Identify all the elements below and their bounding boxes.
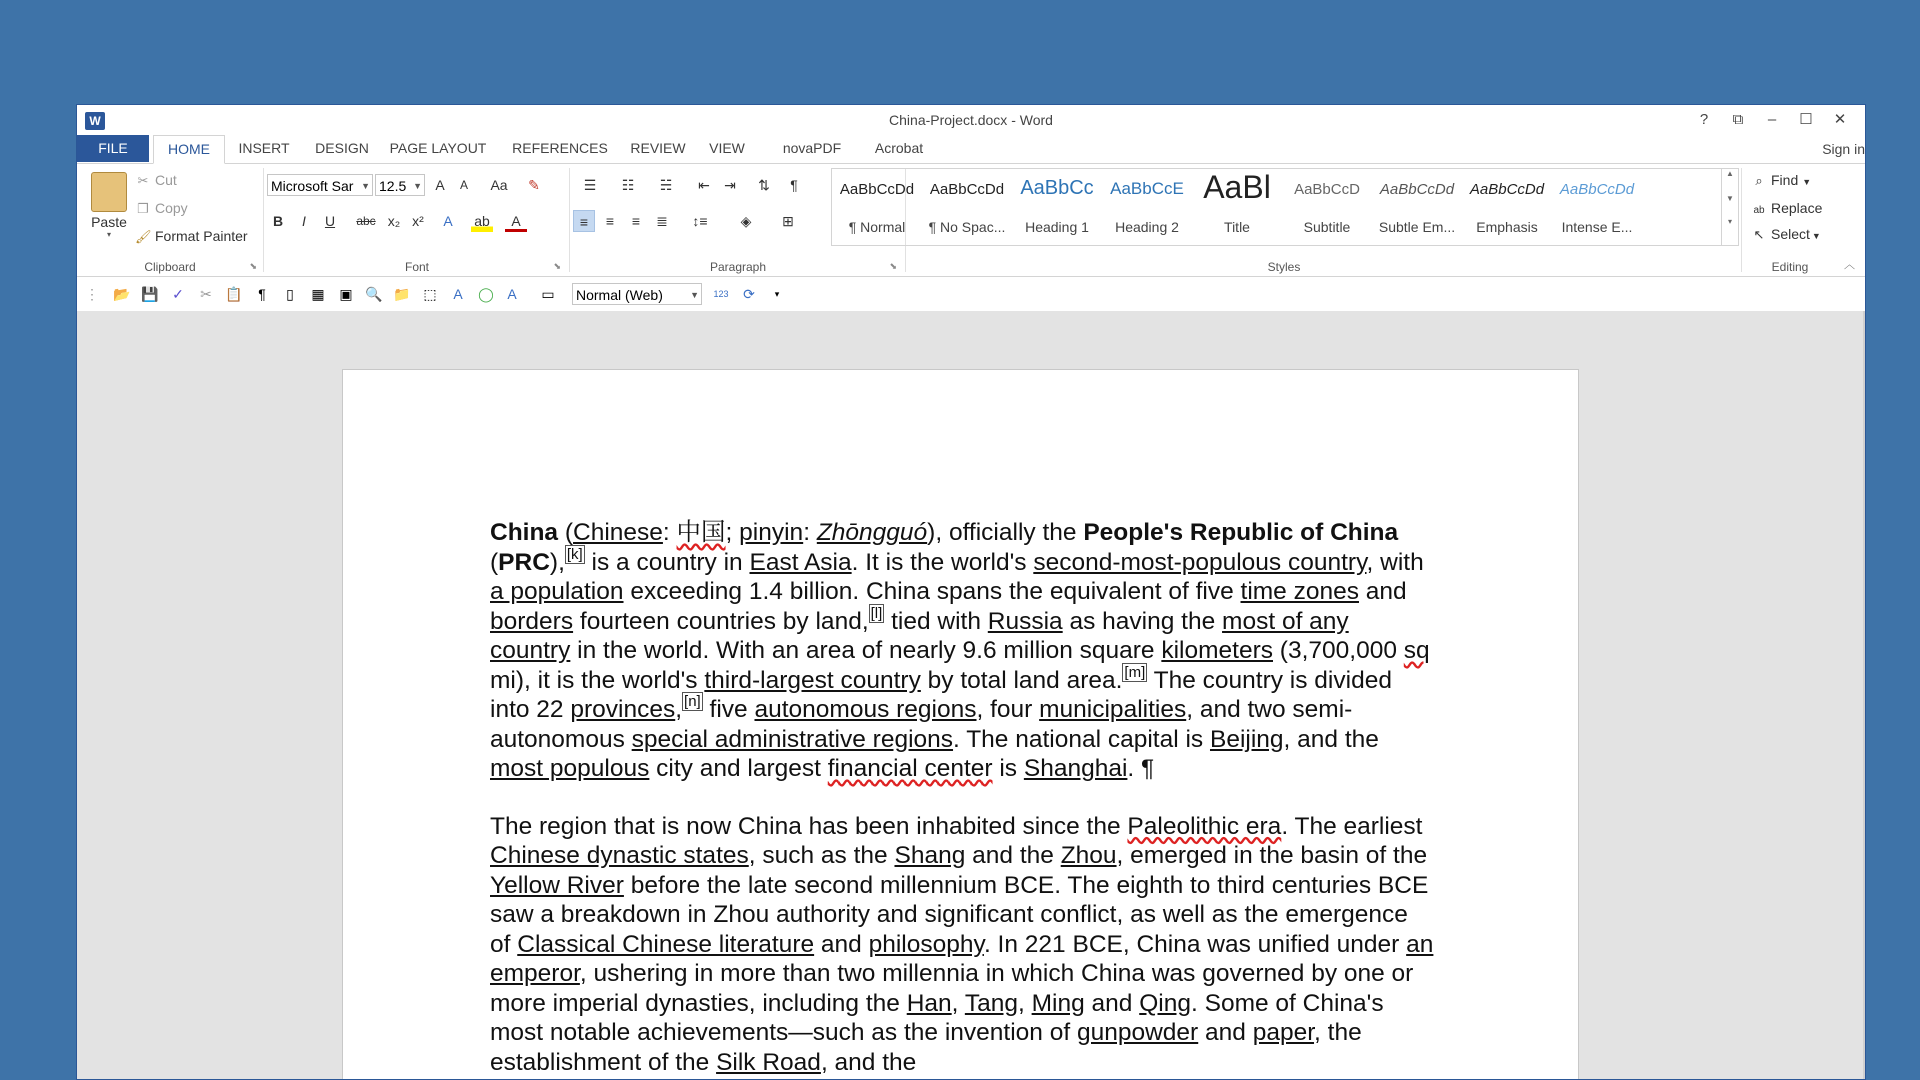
text-run: The country is divided into 22 [490, 666, 1392, 723]
style-title[interactable] [1192, 169, 1282, 245]
font-label: Font [404, 260, 429, 274]
paste-label: Paste [91, 214, 127, 230]
text-run: , four [976, 696, 1040, 723]
text-run: ), officially the [927, 519, 1084, 546]
quick-access-toolbar [77, 277, 1865, 312]
chevron-up-icon[interactable]: ▲ [1726, 169, 1734, 178]
clipboard-launcher-icon[interactable]: ⬊ [249, 261, 257, 271]
text-run: mi), it is the world's [490, 666, 705, 694]
link[interactable]: borders [490, 607, 574, 635]
text-run: ( [490, 548, 499, 576]
link[interactable]: Chinese [573, 519, 663, 546]
link[interactable]: paper [1252, 1019, 1315, 1046]
clipboard-label: Clipboard [144, 260, 196, 274]
borders-icon[interactable]: ⊞ [782, 213, 794, 229]
text-run: sq [1403, 637, 1430, 664]
style-normal[interactable] [832, 169, 922, 245]
tab-view[interactable]: VIEW [709, 140, 745, 156]
link[interactable]: Han [906, 989, 952, 1017]
chevron-down-icon: ▾ [106, 230, 111, 239]
refresh-icon[interactable]: ⟳ [743, 286, 755, 302]
text-run: , [1017, 989, 1032, 1017]
link[interactable]: Zhou [1060, 842, 1117, 869]
text-run: before the late second millennium BCE. The eighth to third centuries BCE saw a breakdown in Zhou authority and significant conflict, as well as the emergence of [490, 871, 1429, 958]
paste-button[interactable] [87, 172, 131, 239]
text-run: , ushering in more than two millennia in which China was governed by one or more imperial dynasties, including the [490, 960, 1414, 1017]
divider [263, 168, 264, 272]
word-logo-icon[interactable]: W [85, 112, 105, 130]
text-run: exceeding 1.4 billion. China spans the equivalent of five [623, 578, 1241, 605]
font-name-value: Microsoft Sar [271, 178, 354, 194]
tab-home[interactable]: HOME [153, 135, 225, 164]
text-run: . In 221 BCE, China was unified under [983, 930, 1407, 958]
ribbon-home [77, 164, 1865, 277]
ribbon-display-icon[interactable]: ⧉ [1732, 111, 1744, 128]
spelling-icon[interactable]: ✓ [172, 286, 184, 302]
link[interactable]: East Asia [749, 548, 852, 576]
paragraph-2 [490, 812, 1435, 1078]
footnote-ref[interactable]: [n] [684, 693, 701, 710]
cut-button[interactable] [135, 172, 177, 189]
link[interactable]: Zhōngguó [816, 519, 928, 546]
link[interactable]: Chinese dynastic states [490, 842, 749, 869]
tab-review[interactable]: REVIEW [630, 140, 686, 156]
style-name: Title [1224, 219, 1250, 235]
style-subtitle[interactable] [1282, 169, 1372, 245]
text-effects-icon[interactable]: A [507, 286, 517, 302]
selection-icon[interactable]: ⬚ [423, 286, 437, 302]
text-run: , and the [820, 1048, 917, 1076]
text-run: , such as the [748, 842, 895, 869]
text-run: ; [725, 519, 740, 546]
copy-label: Copy [155, 200, 188, 216]
grow-font-button[interactable]: A [435, 177, 445, 193]
editing-label: Editing [1771, 260, 1809, 274]
style-sample: AaBbCcDd [839, 181, 915, 198]
text-effects-icon[interactable]: A [443, 213, 453, 229]
copy-button[interactable] [135, 200, 188, 217]
text-run: as having the [1062, 607, 1223, 635]
link[interactable]: philosophy [868, 930, 984, 958]
text-run: and [1084, 989, 1140, 1017]
footnote-ref[interactable]: [m] [1124, 663, 1146, 681]
link[interactable]: financial center [827, 755, 993, 782]
open-folder-icon[interactable]: 📂 [113, 286, 131, 302]
font-name-select[interactable] [267, 174, 373, 196]
text-run: and [814, 930, 869, 958]
chevron-down-icon: ▼ [1811, 231, 1821, 241]
tab-insert[interactable]: INSERT [238, 140, 290, 156]
link[interactable]: most populous [490, 755, 650, 782]
save-icon[interactable]: 💾 [141, 286, 159, 302]
link[interactable]: a population [490, 578, 624, 605]
window-controls [1687, 109, 1857, 131]
text-run: People's Republic of China [1083, 519, 1399, 546]
text-run: , and the [1283, 725, 1379, 753]
text-run: , with [1366, 548, 1424, 576]
text-run: city and largest [649, 755, 828, 782]
styles-gallery [831, 168, 1739, 246]
change-case-button[interactable]: Aa [490, 177, 508, 193]
style-select[interactable] [572, 283, 702, 305]
text-run: , and two semi-autonomous [490, 696, 1353, 753]
find-label: Find [1771, 172, 1799, 188]
link[interactable]: municipalities [1039, 696, 1187, 723]
style-name: Heading 2 [1115, 219, 1179, 235]
tab-references[interactable]: REFERENCES [512, 140, 608, 156]
text-run: five [702, 696, 755, 723]
bold-button[interactable]: B [272, 213, 284, 229]
style-heading-1[interactable] [1012, 169, 1102, 245]
document-area [77, 311, 1866, 1080]
link[interactable]: Shanghai [1023, 755, 1128, 782]
style-intense-emphasis[interactable] [1552, 169, 1642, 245]
divider [1741, 168, 1742, 272]
sort-icon[interactable]: ⇅ [758, 177, 770, 193]
strikethrough-button[interactable]: abc [356, 214, 376, 228]
text-run: 中国 [676, 519, 726, 546]
text-run: , emerged in the basin of the [1116, 842, 1428, 869]
text-run: PRC [498, 548, 550, 576]
style-name: Intense E... [1561, 219, 1633, 235]
text-run: and [1358, 578, 1407, 605]
font-launcher-icon[interactable]: ⬊ [553, 261, 561, 271]
document-page[interactable] [342, 369, 1579, 1080]
justify-icon[interactable]: ≣ [656, 213, 668, 229]
text-run: ( [558, 519, 574, 546]
link[interactable]: second-most-populous country [1033, 548, 1367, 576]
style-sample: AaBbCcDd [929, 181, 1005, 198]
styles-scroll[interactable] [1721, 169, 1738, 245]
copy-icon: ❐ [137, 201, 149, 216]
align-center-icon[interactable]: ≡ [605, 213, 615, 229]
text-run: , [951, 989, 965, 1017]
text-run: in the world. With an area of nearly 9.6 million square [570, 637, 1162, 664]
shape-icon[interactable]: ◯ [478, 286, 494, 302]
text-run: . Some of China's most notable achievements—such as the invention of [490, 989, 1384, 1046]
collapse-ribbon-icon[interactable]: ︿ [1844, 259, 1855, 271]
format-icon[interactable]: ¶ [258, 286, 266, 302]
highlight-icon[interactable]: ab [471, 210, 493, 232]
maximize-icon[interactable]: ☐ [1799, 111, 1813, 128]
print-preview-icon[interactable]: 🔍 [365, 286, 383, 302]
style-heading-2[interactable] [1102, 169, 1192, 245]
link[interactable]: time zones [1240, 578, 1359, 605]
link[interactable]: special administrative regions [631, 725, 954, 753]
text-run: , [675, 696, 683, 723]
cut-icon[interactable]: ✂ [200, 286, 212, 302]
style-sample: AaBl [1203, 169, 1271, 205]
link[interactable]: provinces [570, 696, 676, 723]
text-run: is [992, 755, 1024, 782]
text-box-icon[interactable]: ▭ [541, 286, 555, 302]
text-run: : [662, 519, 677, 546]
link[interactable]: pinyin [739, 519, 804, 546]
style-name: ¶ Normal [848, 219, 906, 235]
style-name: ¶ No Spac... [928, 219, 1006, 235]
text-run: and the [965, 842, 1061, 869]
paragraph-label: Paragraph [709, 260, 767, 274]
divider [569, 168, 570, 272]
scissors-icon: ✂ [137, 173, 149, 188]
select-button[interactable] [1751, 226, 1821, 243]
underline-button[interactable]: U [324, 213, 336, 229]
link[interactable]: third-largest country [704, 666, 921, 694]
cursor-icon: ↖ [1753, 227, 1765, 242]
multilevel-list-icon[interactable]: ☵ [659, 177, 673, 193]
link[interactable]: kilometers [1161, 637, 1273, 664]
clear-formatting-icon[interactable]: ✎ [528, 177, 540, 193]
paragraph-1 [490, 518, 1435, 784]
link[interactable]: Qing [1139, 989, 1191, 1017]
new-document-icon[interactable]: ▯ [286, 286, 294, 302]
find-button[interactable] [1751, 172, 1811, 189]
font-group [267, 164, 567, 276]
format-painter-label: Format Painter [155, 228, 248, 244]
link[interactable]: Shang [894, 842, 966, 869]
italic-button[interactable]: I [302, 213, 306, 229]
vertical-scrollbar[interactable] [1863, 311, 1866, 1080]
word-count-icon[interactable]: 123 [713, 289, 729, 299]
document-body[interactable] [490, 518, 1435, 1077]
print-layout-icon[interactable]: ▣ [339, 286, 353, 302]
text-run: (3,700,000 [1273, 637, 1404, 664]
styles-label: Styles [1267, 260, 1301, 274]
chevron-down-icon: ▼ [413, 181, 422, 191]
chevron-down-icon: ▼ [690, 290, 699, 300]
select-label: Select [1771, 226, 1810, 242]
subscript-button[interactable]: x₂ [387, 213, 401, 229]
paste-icon [91, 172, 127, 212]
style-name: Emphasis [1476, 219, 1538, 235]
font-color-icon[interactable]: A [505, 210, 527, 232]
window-title: China-Project.docx - Word [889, 112, 1053, 128]
font-size-select[interactable] [375, 174, 425, 196]
customize-toolbar-icon[interactable]: ▾ [774, 289, 780, 299]
text-run: by total land area. [920, 666, 1123, 694]
link[interactable]: autonomous regions [754, 696, 977, 723]
tab-acrobat[interactable]: Acrobat [874, 140, 924, 156]
style-sample: AaBbCc [1020, 177, 1094, 199]
align-left-icon[interactable]: ≡ [573, 210, 595, 232]
clipboard-group [77, 164, 263, 276]
tab-design[interactable]: DESIGN [315, 140, 369, 156]
text-run: , the establishment of the [490, 1019, 1362, 1076]
title-bar [77, 105, 1865, 135]
shading-icon[interactable]: ◈ [740, 213, 752, 229]
numbering-icon[interactable]: ☷ [621, 177, 635, 193]
chevron-down-icon: ▼ [1802, 177, 1812, 187]
cut-label: Cut [155, 172, 177, 188]
text-run: . The national capital is [953, 725, 1210, 753]
style-sample: AaBbCcDd [1559, 181, 1635, 198]
font-size-value: 12.5 [379, 178, 407, 194]
sign-in-link[interactable]: Sign in [1822, 141, 1865, 157]
editing-group [1745, 164, 1835, 276]
tab-novapdf[interactable]: novaPDF [782, 140, 842, 156]
increase-indent-icon[interactable]: ⇥ [724, 177, 736, 193]
style-emphasis[interactable] [1462, 169, 1552, 245]
text-run: . The earliest [1281, 812, 1423, 840]
brush-icon: 🖌 [135, 229, 152, 244]
format-painter-button[interactable] [135, 228, 248, 245]
word-window [76, 104, 1866, 1080]
toolbar-grip-icon: ⋮ [85, 286, 99, 302]
help-icon[interactable]: ? [1699, 111, 1709, 128]
replace-icon: ab [1753, 205, 1765, 216]
text-run: : [803, 519, 817, 546]
link[interactable]: Beijing [1209, 725, 1284, 753]
style-name: Heading 1 [1025, 219, 1089, 235]
style-no-spacing[interactable] [922, 169, 1012, 245]
text-run: and [1198, 1019, 1253, 1046]
link[interactable]: Tang [964, 989, 1018, 1017]
link[interactable]: gunpowder [1076, 1019, 1199, 1046]
link[interactable]: an emperor [490, 930, 1434, 987]
text-run: is a country in [584, 548, 750, 576]
folder-icon[interactable]: 📁 [393, 286, 411, 302]
link[interactable]: Ming [1031, 989, 1085, 1017]
minimize-icon[interactable]: – [1767, 111, 1777, 128]
close-icon[interactable]: ✕ [1833, 111, 1847, 128]
paragraph-launcher-icon[interactable]: ⬊ [889, 261, 897, 271]
tab-file[interactable]: FILE [77, 135, 149, 162]
chevron-down-icon[interactable]: ▼ [1726, 194, 1734, 203]
text-run: China [490, 519, 559, 546]
style-subtle-emphasis[interactable] [1372, 169, 1462, 245]
more-styles-icon[interactable]: ▾ [1727, 217, 1732, 226]
ribbon-tabs [77, 135, 1865, 164]
binoculars-icon: ⌕ [1755, 173, 1763, 188]
paste-icon[interactable]: 📋 [225, 286, 243, 302]
style-select-value: Normal (Web) [576, 287, 663, 303]
bullets-icon[interactable]: ☰ [583, 177, 597, 193]
link[interactable]: Paleolithic era [1127, 812, 1282, 840]
text-run: tied with [884, 607, 988, 635]
styles-icon[interactable]: A [453, 286, 463, 302]
text-run: fourteen countries by land, [573, 607, 869, 635]
style-sample: AaBbCcDd [1469, 181, 1545, 198]
show-marks-icon[interactable]: ¶ [790, 177, 798, 193]
text-run: ), [549, 548, 565, 576]
link[interactable]: Yellow River [490, 871, 624, 899]
superscript-button[interactable]: x² [412, 213, 424, 229]
style-sample: AaBbCcD [1294, 181, 1360, 198]
shrink-font-button[interactable]: A [459, 178, 468, 192]
text-run: . ¶ [1127, 755, 1155, 782]
footnote-ref[interactable]: [k] [566, 545, 583, 563]
style-sample: AaBbCcDd [1379, 181, 1455, 198]
align-right-icon[interactable]: ≡ [631, 213, 641, 229]
replace-label: Replace [1771, 200, 1823, 216]
chevron-down-icon: ▼ [361, 181, 370, 191]
replace-button[interactable] [1751, 200, 1822, 216]
decrease-indent-icon[interactable]: ⇤ [698, 177, 710, 193]
tab-page-layout[interactable]: PAGE LAYOUT [389, 140, 487, 156]
text-run: . It is the world's [851, 548, 1034, 576]
link[interactable]: Russia [987, 607, 1063, 635]
insert-table-icon[interactable]: ▦ [311, 286, 325, 302]
link[interactable]: Silk Road [716, 1048, 821, 1076]
line-spacing-icon[interactable]: ↕≡ [692, 213, 708, 229]
link[interactable]: Classical Chinese literature [517, 930, 815, 958]
link[interactable]: most of any country [490, 607, 1349, 664]
style-name: Subtle Em... [1378, 219, 1456, 235]
footnote-ref[interactable]: [l] [870, 604, 883, 622]
text-run: The region that is now China has been inhabited since the [490, 812, 1128, 840]
style-name: Subtitle [1303, 219, 1351, 235]
style-sample: AaBbCcE [1110, 179, 1184, 198]
